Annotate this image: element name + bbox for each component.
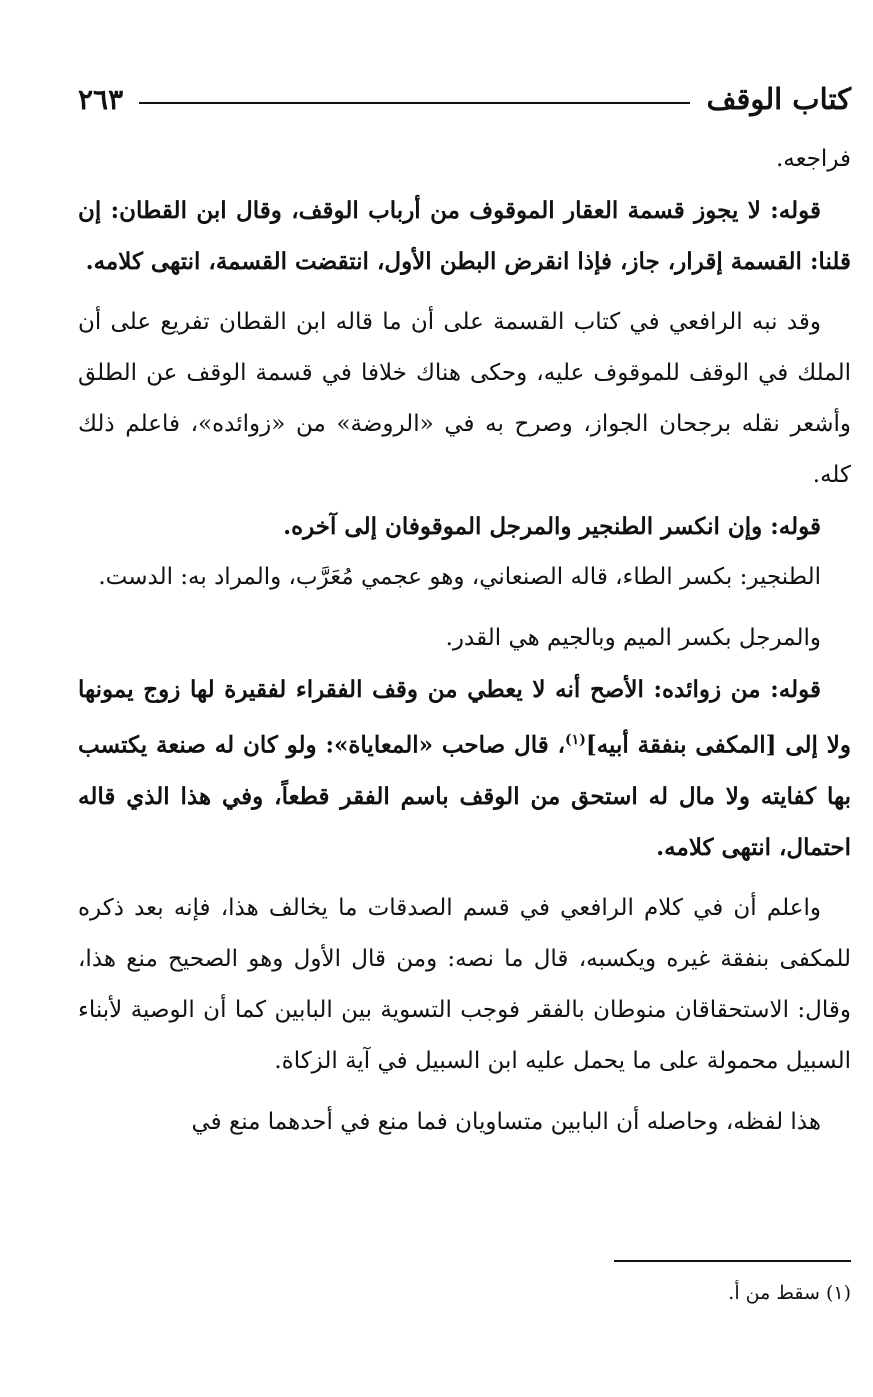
quoted-paragraph: قوله: لا يجوز قسمة العقار الموقوف من أرباب الوقف، وقال ابن القطان: إن قلنا: القسمة إقرار، جاز، فإذا انقرض البطن الأول، انتقضت القسمة، انتهى كلامه. xyxy=(78,197,851,275)
paragraph: وقد نبه الرافعي في كتاب القسمة على أن ما قاله ابن القطان تفريع على أن الملك في الوقف للموقوف عليه، وحكى هناك خلافا في قسمة الوقف عن الطلق وأشعر نقله برجحان الجواز، وصرح به في «الروضة» من «زوائده»، فاعلم ذلك كله. xyxy=(78,309,851,488)
book-page xyxy=(78,74,851,1304)
paragraph: هذا لفظه، وحاصله أن البابين متساويان فما منع في أحدهما منع في xyxy=(191,1108,821,1135)
page-number: ٢٦٣ xyxy=(78,82,124,116)
footnote-rule xyxy=(614,1260,851,1262)
header-rule xyxy=(139,102,690,104)
quoted-paragraph xyxy=(78,664,851,873)
paragraph: واعلم أن في كلام الرافعي في قسم الصدقات ما يخالف هذا، فإنه بعد ذكره للمكفى بنفقة غيره ويكسبه، قال ما نصه: ومن قال الأول وهو الصحيح منع هذا، وقال: الاستحقاقان منوطان بالفقر فوجب التسوية بين البابين كما أن الوصية لأبناء السبيل محمولة على ما يحمل عليه ابن السبيل في آية الزكاة. xyxy=(78,894,851,1074)
paragraph-text: قوله: من زوائده: الأصح أنه لا يعطي من وقف الفقراء لفقيرة لها زوج يمونها ولا إلى [المكفى بنفقة أبيه] xyxy=(78,676,851,759)
paragraph-text: ، قال صاحب «المعاياة»: ولو كان له صنعة يكتسب بها كفايته ولا مال له استحق من الوقف باسم الفقر قطعاً، وفي هذا الذي قاله احتمال، انتهى كلامه. xyxy=(78,731,851,861)
running-header xyxy=(78,74,851,124)
paragraph: فراجعه. xyxy=(775,146,851,172)
footnote-reference: (١) xyxy=(565,732,586,748)
footnote: (١) سقط من أ. xyxy=(728,1282,851,1304)
paragraph: الطنجير: بكسر الطاء، قاله الصنعاني، وهو عجمي مُعَرَّب، والمراد به: الدست. xyxy=(98,564,821,590)
chapter-title: كتاب الوقف xyxy=(706,82,851,116)
paragraph: والمرجل بكسر الميم وبالجيم هي القدر. xyxy=(445,625,821,651)
quoted-paragraph: قوله: وإن انكسر الطنجير والمرجل الموقوفان إلى آخره. xyxy=(283,513,821,540)
